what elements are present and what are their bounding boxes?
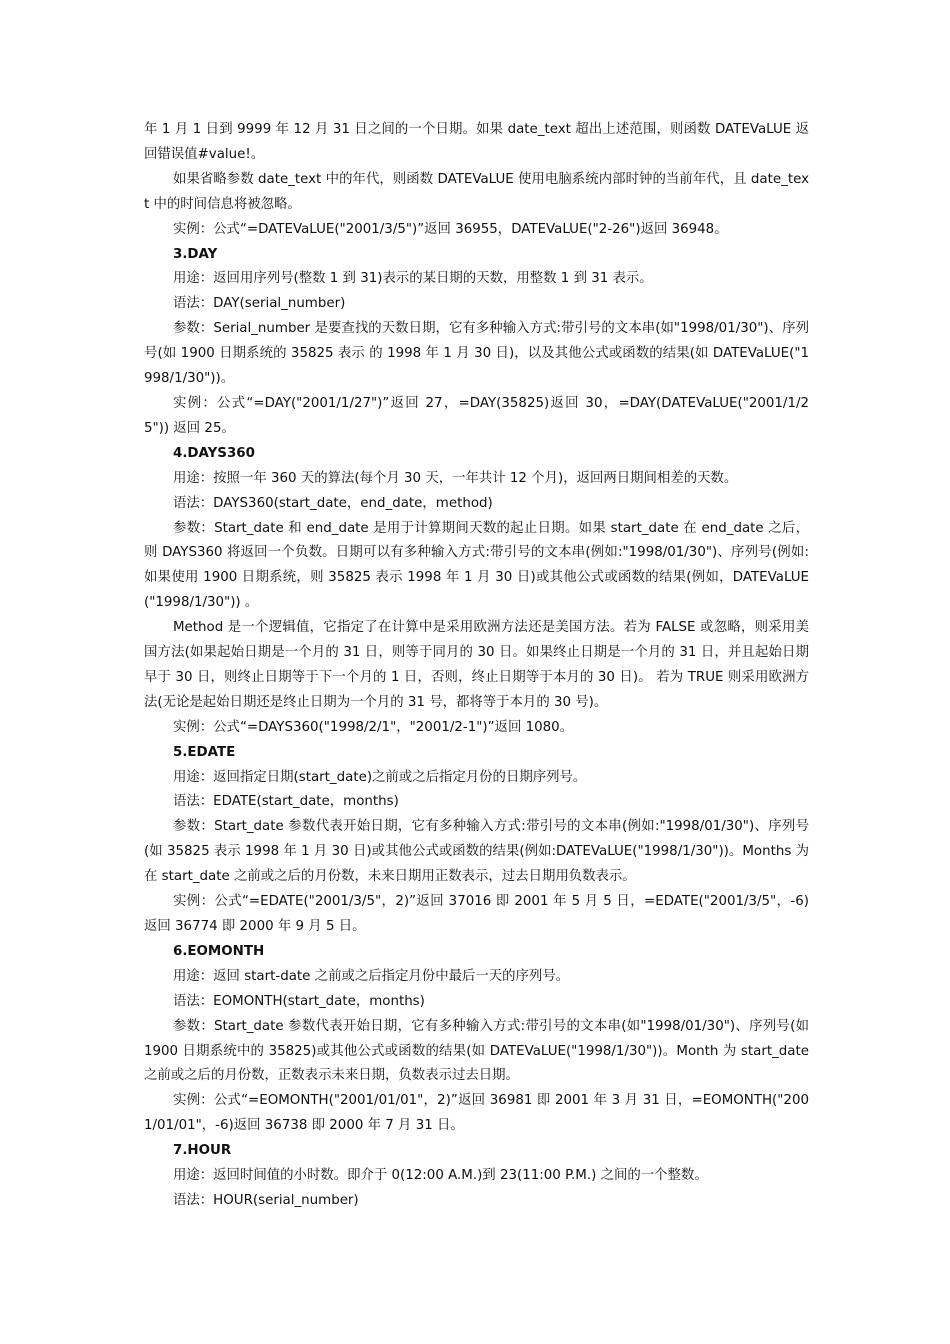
paragraph-days360-purpose: 用途：按照一年 360 天的算法(每个月 30 天，一年共计 12 个月)，返回两日期间相差的天数。 bbox=[173, 470, 738, 486]
paragraph-days360-method: Method 是一个逻辑值，它指定了在计算中是采用欧洲方法还是美国方法。若为 FALSE 或忽略，则采用美国方法(如果起始日期是一个月的 31 日，则等于同月的 30 日。如果终止日期是一个月的 31 日，并且起始日期早于 30 日，则终止日期等于下一个月的 1 日，否则，终止日期等于本月的 30 日)。 若为 TRUE 则采用欧洲方法(无论是起始日期还是终止日期为一个月的 31 号，都将等于本月的 30 号)。 bbox=[144, 620, 809, 710]
paragraph-datevalue-omit-year: 如果省略参数 date_text 中的年代，则函数 DATEVaLUE 使用电脑系统内部时钟的当前年代，且 date_text 中的时间信息将被忽略。 bbox=[144, 171, 809, 212]
paragraph-day-example: 实例：公式“=DAY("2001/1/27")”返回 27，=DAY(35825)返回 30，=DAY(DATEVaLUE("2001/1/25")) 返回 25。 bbox=[144, 395, 809, 436]
paragraph-edate-params: 参数：Start_date 参数代表开始日期，它有多种输入方式:带引号的文本串(例如:"1998/01/30")、序列号(如 35825 表示 1998 年 1 月 30 日)或其他公式或函数的结果(例如:DATEVaLUE("1998/1/30"))。Months 为在 start_date 之前或之后的月份数，未来日期用正数表示，过去日期用负数表示。 bbox=[144, 819, 809, 885]
paragraph-eomonth-syntax: 语法：EOMONTH(start_date，months) bbox=[173, 993, 425, 1009]
paragraph-day-purpose: 用途：返回用序列号(整数 1 到 31)表示的某日期的天数，用整数 1 到 31 表示。 bbox=[173, 271, 653, 287]
section-heading-days360: 4.DAYS360 bbox=[173, 445, 255, 461]
paragraph-days360-syntax: 语法：DAYS360(start_date，end_date，method) bbox=[173, 495, 493, 511]
paragraph-datevalue-example: 实例：公式“=DATEVaLUE("2001/3/5")”返回 36955，DATEVaLUE("2-26")返回 36948。 bbox=[173, 221, 728, 237]
paragraph-hour-syntax: 语法：HOUR(serial_number) bbox=[173, 1192, 359, 1208]
section-heading-edate: 5.EDATE bbox=[173, 744, 236, 760]
paragraph-days360-params: 参数：Start_date 和 end_date 是用于计算期间天数的起止日期。如果 start_date 在 end_date 之后，则 DAYS360 将返回一个负数。日期可以有多种输入方式:带引号的文本串(例如:"1998/01/30")、序列号(例如:如果使用 1900 日期系统，则 35825 表示 1998 年 1 月 30 日)或其他公式或函数的结果(例如，DATEVaLUE("1998/1/30")) 。 bbox=[144, 520, 809, 611]
paragraph-edate-purpose: 用途：返回指定日期(start_date)之前或之后指定月份的日期序列号。 bbox=[173, 769, 587, 785]
paragraph-edate-example: 实例：公式“=EDATE("2001/3/5"，2)”返回 37016 即 2001 年 5 月 5 日，=EDATE("2001/3/5"，-6)返回 36774 即 2000 年 9 月 5 日。 bbox=[144, 894, 809, 934]
section-heading-eomonth: 6.EOMONTH bbox=[173, 943, 265, 959]
document-page bbox=[144, 118, 809, 1214]
paragraph-edate-syntax: 语法：EDATE(start_date，months) bbox=[173, 794, 399, 810]
paragraph-hour-purpose: 用途：返回时间值的小时数。即介于 0(12:00 A.M.)到 23(11:00 P.M.) 之间的一个整数。 bbox=[173, 1168, 708, 1184]
paragraph-days360-example: 实例：公式“=DAYS360("1998/2/1"，"2001/2-1")”返回 1080。 bbox=[173, 719, 574, 735]
paragraph-day-syntax: 语法：DAY(serial_number) bbox=[173, 296, 346, 312]
paragraph-eomonth-example: 实例：公式“=EOMONTH("2001/01/01"，2)”返回 36981 即 2001 年 3 月 31 日，=EOMONTH("2001/01/01"，-6)返回 36738 即 2000 年 7 月 31 日。 bbox=[144, 1093, 809, 1134]
section-heading-hour: 7.HOUR bbox=[173, 1143, 232, 1159]
section-heading-day: 3.DAY bbox=[173, 246, 218, 262]
paragraph-datevalue-range: 年 1 月 1 日到 9999 年 12 月 31 日之间的一个日期。如果 date_text 超出上述范围，则函数 DATEVaLUE 返回错误值#value!。 bbox=[144, 122, 809, 162]
paragraph-day-params: 参数：Serial_number 是要查找的天数日期，它有多种输入方式:带引号的文本串(如"1998/01/30")、序列号(如 1900 日期系统的 35825 表示 的 1998 年 1 月 30 日)，以及其他公式或函数的结果(如 DATEVaLUE("1998/1/30"))。 bbox=[144, 321, 809, 387]
paragraph-eomonth-purpose: 用途：返回 start-date 之前或之后指定月份中最后一天的序列号。 bbox=[173, 968, 570, 984]
paragraph-eomonth-params: 参数：Start_date 参数代表开始日期，它有多种输入方式:带引号的文本串(如"1998/01/30")、序列号(如 1900 日期系统中的 35825)或其他公式或函数的结果(如 DATEVaLUE("1998/1/30"))。Month 为 start_date 之前或之后的月份数，正数表示未来日期，负数表示过去日期。 bbox=[144, 1018, 809, 1084]
